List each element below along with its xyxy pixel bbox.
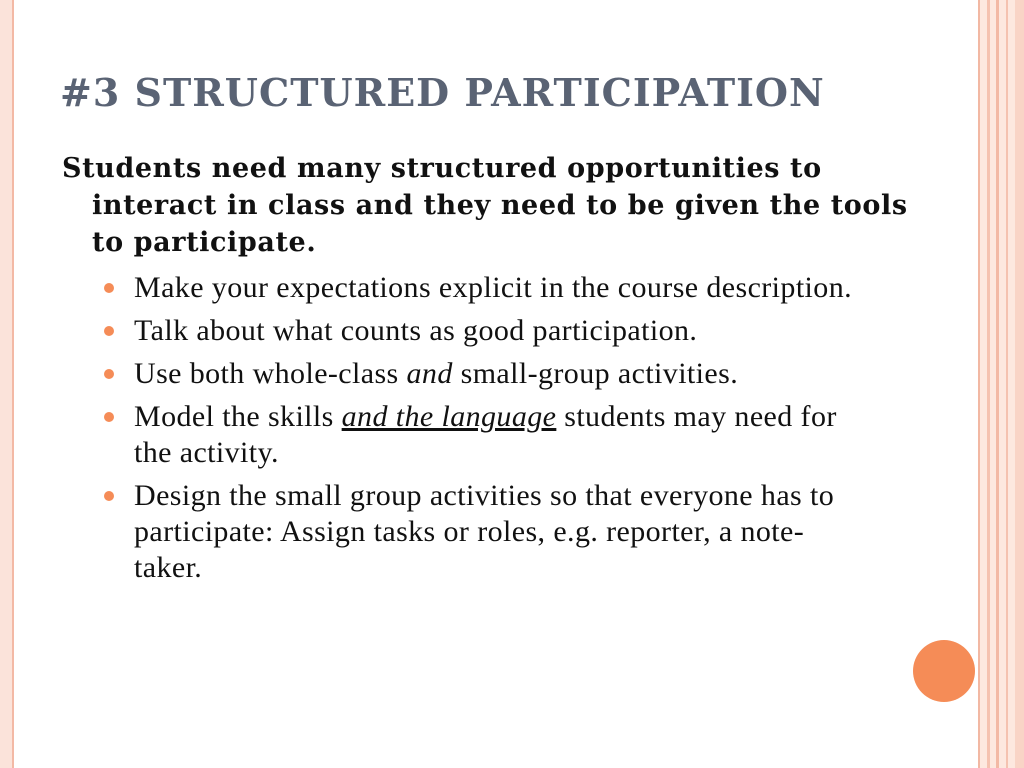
bullet-emphasis: and <box>406 357 453 390</box>
orange-circle-bullet-icon <box>104 412 114 422</box>
bullet-item-good-participation <box>104 313 864 349</box>
bullet-emphasis-underlined: and the language <box>341 400 557 433</box>
bullet-text: Design the small group activities so that everyone has to participate: Assign tasks or roles, e.g. reporter, a note-taker. <box>134 479 835 584</box>
bullet-text: Model the skills <box>134 400 342 433</box>
orange-circle-bullet-icon <box>104 491 114 501</box>
right-border-stripe <box>996 0 999 768</box>
right-border-stripe <box>1015 0 1024 768</box>
right-border-stripe <box>1006 0 1008 768</box>
bullet-item-model-skills <box>104 399 864 471</box>
orange-circle-icon <box>913 640 975 702</box>
right-border-stripe <box>987 0 990 768</box>
orange-circle-bullet-icon <box>104 283 114 293</box>
slide-title: #3 STRUCTURED PARTICIPATION <box>60 70 825 115</box>
bullet-text: Use both whole-class <box>134 357 407 390</box>
bullet-item-whole-class <box>104 356 864 392</box>
right-border-stripe <box>978 0 980 768</box>
bullet-text-after: students may need for the activity. <box>134 400 837 469</box>
bullet-text: Make your expectations explicit in the course description. <box>134 271 852 304</box>
bullet-item-design-activities <box>104 478 864 586</box>
bullet-text: Talk about what counts as good participation. <box>134 314 698 347</box>
left-border <box>0 0 14 768</box>
bullet-list <box>104 270 864 593</box>
orange-circle-bullet-icon <box>104 326 114 336</box>
bullet-item-expectations <box>104 270 864 306</box>
orange-circle-bullet-icon <box>104 369 114 379</box>
lead-paragraph: Students need many structured opportunities to interact in class and they need to be given the tools to participate. <box>62 153 908 258</box>
bullet-text-after: small-group activities. <box>452 357 739 390</box>
